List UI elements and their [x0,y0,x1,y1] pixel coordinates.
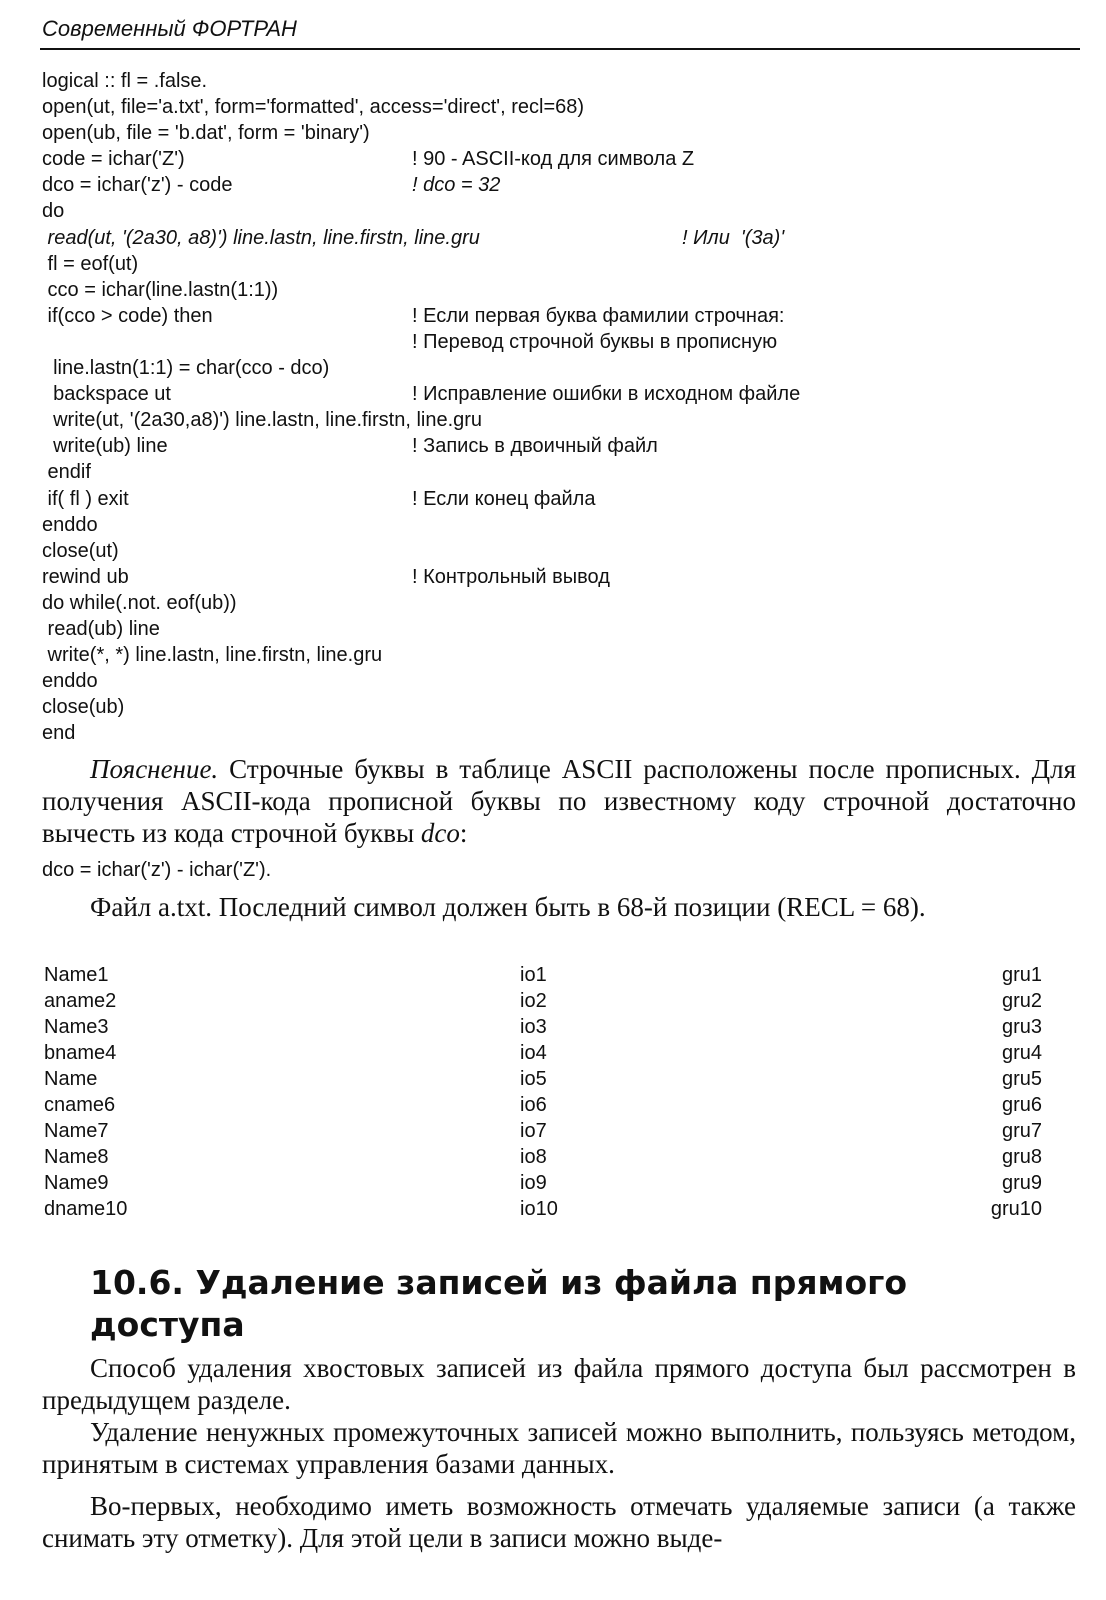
code-line [42,590,1082,616]
name-cell: cname6 [44,1094,116,1116]
code-text: endif [42,461,91,484]
section-heading: 10.6. Удаление записей из файла прямого доступа [90,1263,908,1344]
code-listing [42,68,1082,746]
gru-cell: gru4 [1001,1042,1042,1064]
code-text: dco = ichar('z') - code [42,174,233,197]
name-cell: Name8 [44,1146,109,1168]
code-line [42,459,1082,485]
code-comment: ! Если конец файла [412,487,596,510]
io-cell: io3 [520,1016,547,1038]
gru-cell: gru10 [990,1198,1042,1220]
code-text: rewind ub [42,565,129,588]
code-text: open(ub, file = 'b.dat', form = 'binary') [42,122,370,145]
io-cell: io7 [520,1120,547,1142]
table-row [42,1014,1042,1040]
code-comment: ! Контрольный вывод [412,565,610,588]
table-row [42,962,1042,988]
code-comment: ! 90 - ASCII-код для символа Z [412,148,695,171]
code-line [42,538,1082,564]
code-comment: ! Или '(3a)' [682,226,785,249]
name-cell: Name7 [44,1120,109,1142]
explanation-text: Строчные буквы в таблице ASCII расположены после прописных. Для получения ASCII-кода прописной буквы по известному коду строчной достаточно вычесть из кода строчной буквы [42,754,1076,848]
code-line [42,512,1082,538]
name-cell: Name1 [44,964,109,986]
code-comment: ! dco = 32 [412,174,501,197]
gru-cell: gru5 [1001,1068,1042,1090]
io-cell: io6 [520,1094,547,1116]
paragraph: Способ удаления хвостовых записей из файла прямого доступа был рассмотрен в предыдущем разделе. [42,1353,1076,1415]
table-row [42,1170,1042,1196]
code-text: if( fl ) exit [42,487,129,510]
code-line [42,433,1082,459]
code-line [42,694,1082,720]
code-text: close(ut) [42,539,119,562]
code-text: if(cco > code) then [42,304,213,327]
file-contents-table [42,962,1042,1222]
io-cell: io4 [520,1042,547,1064]
code-text: read(ut, '(2a30, a8)') line.lastn, line.firstn, line.gru [42,226,480,249]
formula: dco = ichar('z') - ichar('Z'). [42,859,272,881]
code-comment: ! Исправление ошибки в исходном файле [412,383,801,406]
code-line [42,225,1082,251]
name-cell: Name [44,1068,98,1090]
code-line [42,486,1082,512]
explanation-label: Пояснение. [90,754,219,784]
explanation-paragraph [42,753,1076,849]
code-text: write(ub) line [42,435,168,458]
running-header: Современный ФОРТРАН [42,16,297,41]
code-text: fl = eof(ut) [42,252,139,275]
io-cell: io1 [520,964,547,986]
gru-cell: gru2 [1001,990,1042,1012]
name-cell: aname2 [44,990,117,1012]
paragraph: Во-первых, необходимо иметь возможность отмечать удаляемые записи (а также снимать эту отметку). Для этой цели в записи можно выде- [42,1491,1076,1553]
io-cell: io2 [520,990,547,1012]
file-note: Файл a.txt. Последний символ должен быть в 68-й позиции (RECL = 68). [90,892,926,922]
code-text: enddo [42,513,98,536]
code-line [42,120,1082,146]
code-text: write(ut, '(2a30,a8)') line.lastn, line.firstn, line.gru [42,409,483,432]
code-text: end [42,722,76,745]
name-cell: bname4 [44,1042,117,1064]
code-line [42,381,1082,407]
code-text: enddo [42,670,98,693]
name-cell: Name3 [44,1016,109,1038]
table-row [42,1092,1042,1118]
explanation-variable: dco [420,818,460,848]
table-row [42,1040,1042,1066]
gru-cell: gru1 [1001,964,1042,986]
code-line [42,616,1082,642]
io-cell: io9 [520,1172,547,1194]
code-text: backspace ut [42,383,171,406]
code-text: do [42,200,65,223]
code-line [42,277,1082,303]
code-text: read(ub) line [42,617,160,640]
table-row [42,1118,1042,1144]
header-rule [40,48,1080,50]
io-cell: io10 [520,1198,558,1220]
code-line [42,198,1082,224]
section-body [42,1352,1076,1554]
code-line [42,251,1082,277]
code-text: do while(.not. eof(ub)) [42,591,237,614]
code-line [42,68,1082,94]
gru-cell: gru7 [1001,1120,1042,1142]
code-line [42,172,1082,198]
code-line [42,720,1082,746]
table-row [42,1144,1042,1170]
code-text: logical :: fl = .false. [42,70,208,92]
code-line [42,303,1082,329]
code-line [42,329,1082,355]
code-comment: ! Перевод строчной буквы в прописную [412,330,778,353]
gru-cell: gru6 [1001,1094,1042,1116]
code-line [42,642,1082,668]
table-row [42,988,1042,1014]
code-text: line.lastn(1:1) = char(cco - dco) [42,357,330,380]
table-row [42,1066,1042,1092]
io-cell: io8 [520,1146,547,1168]
code-line [42,564,1082,590]
code-line [42,668,1082,694]
code-text: write(*, *) line.lastn, line.firstn, line.gru [42,644,383,667]
code-text: close(ub) [42,696,125,719]
code-text: cco = ichar(line.lastn(1:1)) [42,278,279,301]
code-comment: ! Запись в двоичный файл [412,435,658,458]
code-text: open(ut, file='a.txt', form='formatted', access='direct', recl=68) [42,96,585,119]
paragraph: Удаление ненужных промежуточных записей можно выполнить, пользуясь методом, принятым в системах управления базами данных. [42,1417,1076,1479]
name-cell: Name9 [44,1172,109,1194]
gru-cell: gru9 [1001,1172,1042,1194]
code-line [42,355,1082,381]
code-line [42,94,1082,120]
explanation-end: : [459,818,468,848]
file-note-paragraph [42,891,1076,923]
gru-cell: gru3 [1001,1016,1042,1038]
code-comment: ! Если первая буква фамилии строчная: [412,304,785,327]
code-line [42,146,1082,172]
name-cell: dname10 [44,1198,128,1220]
code-text: code = ichar('Z') [42,148,185,171]
code-line [42,407,1082,433]
table-row [42,1196,1042,1222]
io-cell: io5 [520,1068,547,1090]
gru-cell: gru8 [1001,1146,1042,1168]
